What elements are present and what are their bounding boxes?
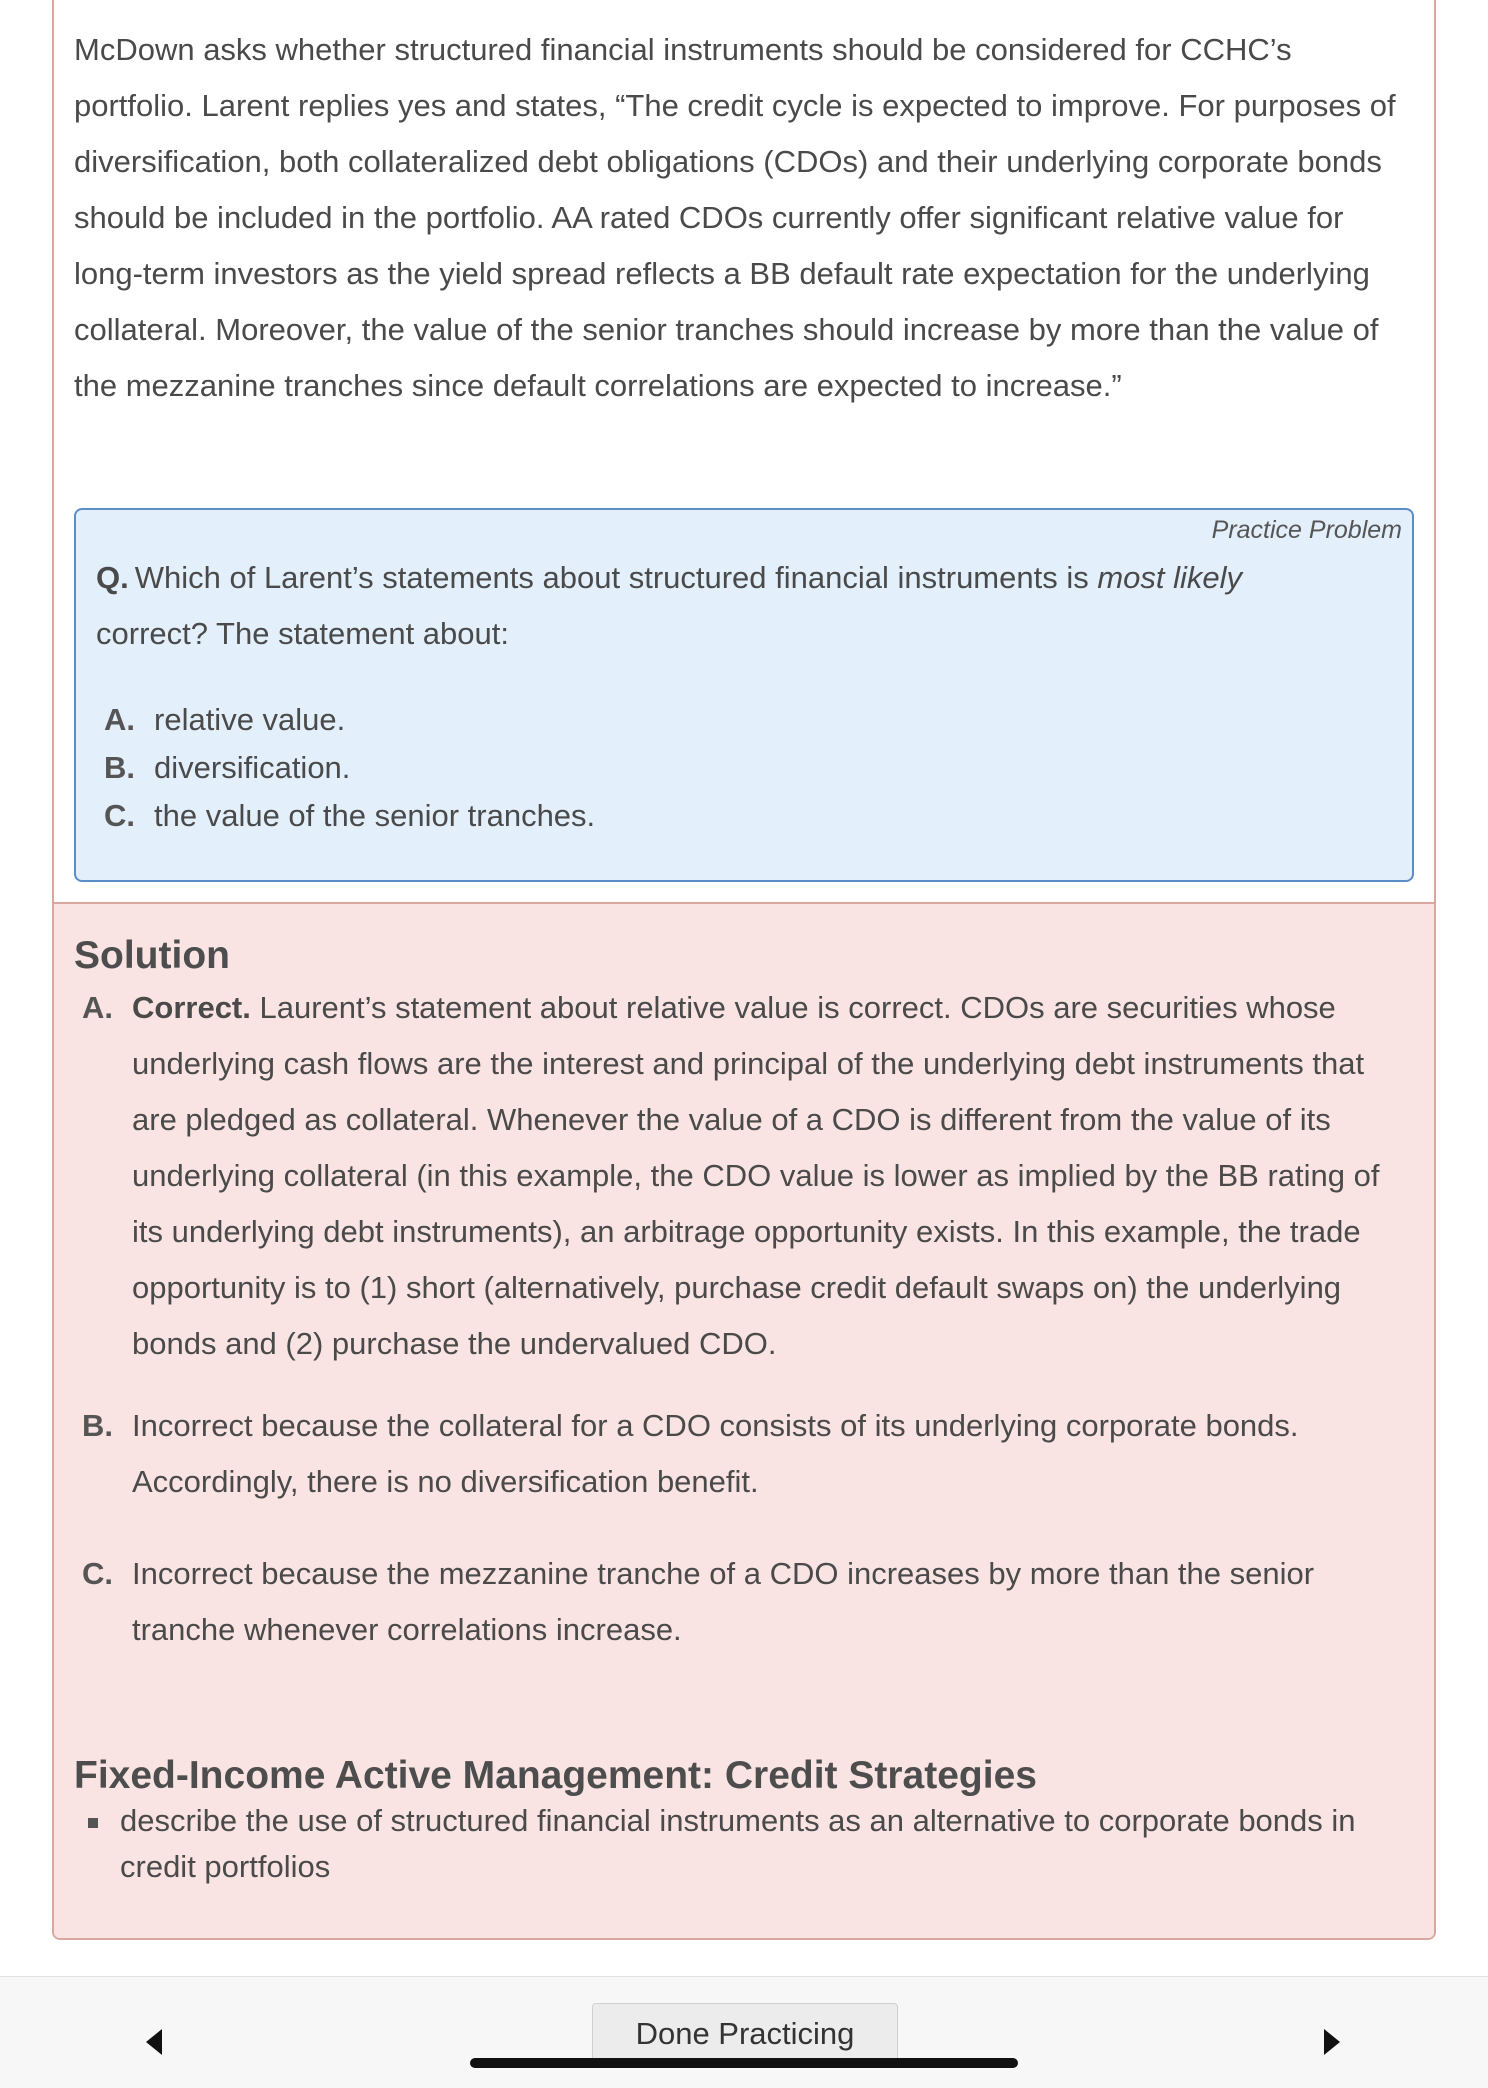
solution-letter: C. <box>82 1556 113 1591</box>
solution-explanation: Incorrect because the collateral for a CDO consists of its underlying corporate bonds. Accordingly, there is no diversification benefit. <box>132 1408 1299 1499</box>
solution-item-c <box>82 1546 1402 1658</box>
option-letter: B. <box>104 750 135 785</box>
solution-item-b <box>82 1398 1402 1510</box>
question-part-1: Which of Larent’s statements about structured financial instruments is <box>134 560 1098 595</box>
solution-section <box>54 902 1434 1938</box>
learning-outcome-title: Fixed-Income Active Management: Credit Strategies <box>74 1754 1037 1797</box>
option-b[interactable] <box>104 744 595 792</box>
left-triangle-icon[interactable] <box>146 2029 162 2055</box>
learning-outcome-item <box>88 1798 1408 1890</box>
solution-letter: A. <box>82 990 113 1025</box>
option-c[interactable] <box>104 792 595 840</box>
option-text: diversification. <box>154 750 351 785</box>
option-letter: C. <box>104 798 135 833</box>
solution-title: Solution <box>74 934 230 977</box>
option-a[interactable] <box>104 696 595 744</box>
case-passage: McDown asks whether structured financial instruments should be considered for CCHC’s portfolio. Larent replies yes and states, “The credit cycle is expected to improve. For purposes of diversification, both collateralized debt obligations (CDOs) and their underlying corporate bonds should be included in the portfolio. AA rated CDOs currently offer significant relative value for long-term investors as the yield spread reflects a BB default rate expectation for the underlying collateral. Moreover, the value of the senior tranches should increase by more than the value of the mezzanine tranches since default correlations are expected to increase.” <box>74 32 1396 403</box>
done-practicing-button[interactable]: Done Practicing <box>592 2003 898 2065</box>
question-label: Q. <box>96 560 129 595</box>
practice-problem-box <box>74 508 1414 882</box>
learning-outcome-text: describe the use of structured financial instruments as an alternative to corporate bonds in credit portfolios <box>120 1803 1356 1884</box>
question-emphasis: most likely <box>1097 560 1243 595</box>
square-bullet-icon <box>88 1818 98 1828</box>
option-letter: A. <box>104 702 135 737</box>
practice-problem-tag: Practice Problem <box>1211 516 1402 544</box>
solution-item-a <box>82 980 1402 1372</box>
bottom-navigation-bar <box>0 1976 1488 2088</box>
content-card <box>52 0 1436 1940</box>
solution-text <box>132 980 1402 1372</box>
right-triangle-icon[interactable] <box>1324 2029 1340 2055</box>
solution-letter: B. <box>82 1408 113 1443</box>
option-text: relative value. <box>154 702 346 737</box>
solution-explanation: Laurent’s statement about relative value is correct. CDOs are securities whose underlying cash flows are the interest and principal of the underlying debt instruments that are pledged as collateral. Whenever the value of a CDO is different from the value of its underlying collateral (in this example, the CDO value is lower as implied by the BB rating of its underlying debt instruments), an arbitrage opportunity exists. In this example, the trade opportunity is to (1) short (alternatively, purchase credit default swaps on) the underlying bonds and (2) purchase the undervalued CDO. <box>132 990 1380 1361</box>
question-part-2: correct? The statement about: <box>96 616 509 651</box>
question-text <box>96 550 1356 662</box>
solution-explanation: Incorrect because the mezzanine tranche of a CDO increases by more than the senior tranche whenever correlations increase. <box>132 1556 1315 1647</box>
solution-verdict: Correct. <box>132 990 251 1025</box>
answer-options <box>104 696 595 840</box>
home-indicator <box>470 2058 1018 2068</box>
option-text: the value of the senior tranches. <box>154 798 596 833</box>
